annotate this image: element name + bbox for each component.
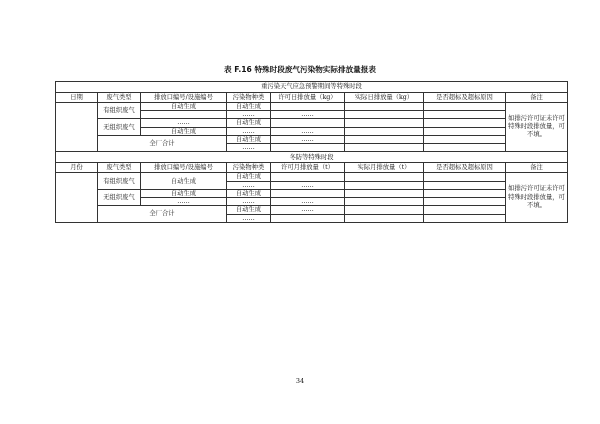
exceedance-cell[interactable] bbox=[424, 144, 506, 152]
header-month: 月份 bbox=[56, 162, 98, 173]
permitted-cell bbox=[271, 173, 345, 181]
permitted-cell: …… bbox=[271, 181, 345, 189]
actual-cell[interactable] bbox=[345, 198, 424, 206]
actual-cell[interactable] bbox=[345, 214, 424, 222]
pollutant-cell: …… bbox=[227, 198, 271, 206]
header-outlet-id: 排放口编号/设施编号 bbox=[141, 162, 227, 173]
exceedance-cell[interactable] bbox=[424, 206, 506, 214]
actual-cell[interactable] bbox=[345, 111, 424, 119]
permitted-cell bbox=[271, 103, 345, 111]
actual-cell[interactable] bbox=[345, 135, 424, 143]
header-actual-emission: 实际月排放量（t） bbox=[345, 162, 424, 173]
section-heading: 冬防等特殊时段 bbox=[56, 152, 568, 163]
section-heading: 重污染天气应急预警期间等特殊时段 bbox=[56, 82, 568, 93]
pollutant-cell: 自动生成 bbox=[227, 189, 271, 197]
permitted-cell: …… bbox=[271, 135, 345, 143]
header-gas-type: 废气类型 bbox=[98, 92, 141, 103]
gas-type-unorganized: 无组织废气 bbox=[98, 119, 141, 135]
header-outlet-id: 排放口编号/设施编号 bbox=[141, 92, 227, 103]
permitted-cell bbox=[271, 189, 345, 197]
outlet-id-cell bbox=[141, 111, 227, 119]
outlet-id-cell: 自动生成 bbox=[141, 103, 227, 111]
header-exceedance: 是否超标及超标原因 bbox=[424, 92, 506, 103]
actual-cell[interactable] bbox=[345, 144, 424, 152]
plant-total-label: 全厂合计 bbox=[98, 206, 227, 222]
exceedance-cell[interactable] bbox=[424, 119, 506, 127]
outlet-id-cell: 自动生成 bbox=[141, 189, 227, 197]
pollutant-cell: …… bbox=[227, 214, 271, 222]
actual-cell[interactable] bbox=[345, 119, 424, 127]
permitted-cell: …… bbox=[271, 206, 345, 214]
actual-cell[interactable] bbox=[345, 206, 424, 214]
pollutant-cell: …… bbox=[227, 181, 271, 189]
permitted-cell bbox=[271, 214, 345, 222]
date-cell[interactable] bbox=[56, 103, 98, 152]
exceedance-cell[interactable] bbox=[424, 135, 506, 143]
table-title: 表 F.16 特殊时段废气污染物实际排放量报表 bbox=[224, 65, 376, 74]
exceedance-cell[interactable] bbox=[424, 214, 506, 222]
header-pollutant: 污染物种类 bbox=[227, 92, 271, 103]
pollutant-cell: 自动生成 bbox=[227, 135, 271, 143]
month-cell[interactable] bbox=[56, 173, 98, 222]
emission-report-table bbox=[55, 81, 568, 223]
pollutant-cell: …… bbox=[227, 127, 271, 135]
header-date: 日期 bbox=[56, 92, 98, 103]
outlet-id-cell: …… bbox=[141, 119, 227, 127]
header-gas-type: 废气类型 bbox=[98, 162, 141, 173]
remarks-note: 如排污许可证未许可特殊时段排放量，可不填。 bbox=[506, 103, 568, 152]
permitted-cell bbox=[271, 119, 345, 127]
exceedance-cell[interactable] bbox=[424, 198, 506, 206]
actual-cell[interactable] bbox=[345, 189, 424, 197]
actual-cell[interactable] bbox=[345, 173, 424, 181]
pollutant-cell: …… bbox=[227, 144, 271, 152]
header-remarks: 备注 bbox=[506, 92, 568, 103]
exceedance-cell[interactable] bbox=[424, 189, 506, 197]
exceedance-cell[interactable] bbox=[424, 111, 506, 119]
header-permitted-emission: 许可月排放量（t） bbox=[271, 162, 345, 173]
outlet-id-cell: 自动生成 bbox=[141, 173, 227, 189]
pollutant-cell: …… bbox=[227, 111, 271, 119]
exceedance-cell[interactable] bbox=[424, 173, 506, 181]
outlet-id-cell: …… bbox=[141, 198, 227, 206]
gas-type-organized: 有组织废气 bbox=[98, 103, 141, 119]
permitted-cell: …… bbox=[271, 127, 345, 135]
exceedance-cell[interactable] bbox=[424, 127, 506, 135]
gas-type-organized: 有组织废气 bbox=[98, 173, 141, 189]
permitted-cell bbox=[271, 144, 345, 152]
header-exceedance: 是否超标及超标原因 bbox=[424, 162, 506, 173]
remarks-note: 如排污许可证未许可特殊时段排放量，可不填。 bbox=[506, 173, 568, 222]
pollutant-cell: 自动生成 bbox=[227, 173, 271, 181]
header-remarks: 备注 bbox=[506, 162, 568, 173]
pollutant-cell: 自动生成 bbox=[227, 103, 271, 111]
pollutant-cell: 自动生成 bbox=[227, 119, 271, 127]
permitted-cell: …… bbox=[271, 111, 345, 119]
header-actual-emission: 实际日排放量（kg） bbox=[345, 92, 424, 103]
header-pollutant: 污染物种类 bbox=[227, 162, 271, 173]
header-permitted-emission: 许可日排放量（kg） bbox=[271, 92, 345, 103]
actual-cell[interactable] bbox=[345, 127, 424, 135]
actual-cell[interactable] bbox=[345, 103, 424, 111]
plant-total-label: 全厂合计 bbox=[98, 135, 227, 151]
exceedance-cell[interactable] bbox=[424, 181, 506, 189]
actual-cell[interactable] bbox=[345, 181, 424, 189]
exceedance-cell[interactable] bbox=[424, 103, 506, 111]
gas-type-unorganized: 无组织废气 bbox=[98, 189, 141, 205]
pollutant-cell: 自动生成 bbox=[227, 206, 271, 214]
page-number: 34 bbox=[295, 377, 305, 385]
outlet-id-cell: 自动生成 bbox=[141, 127, 227, 135]
permitted-cell: …… bbox=[271, 198, 345, 206]
